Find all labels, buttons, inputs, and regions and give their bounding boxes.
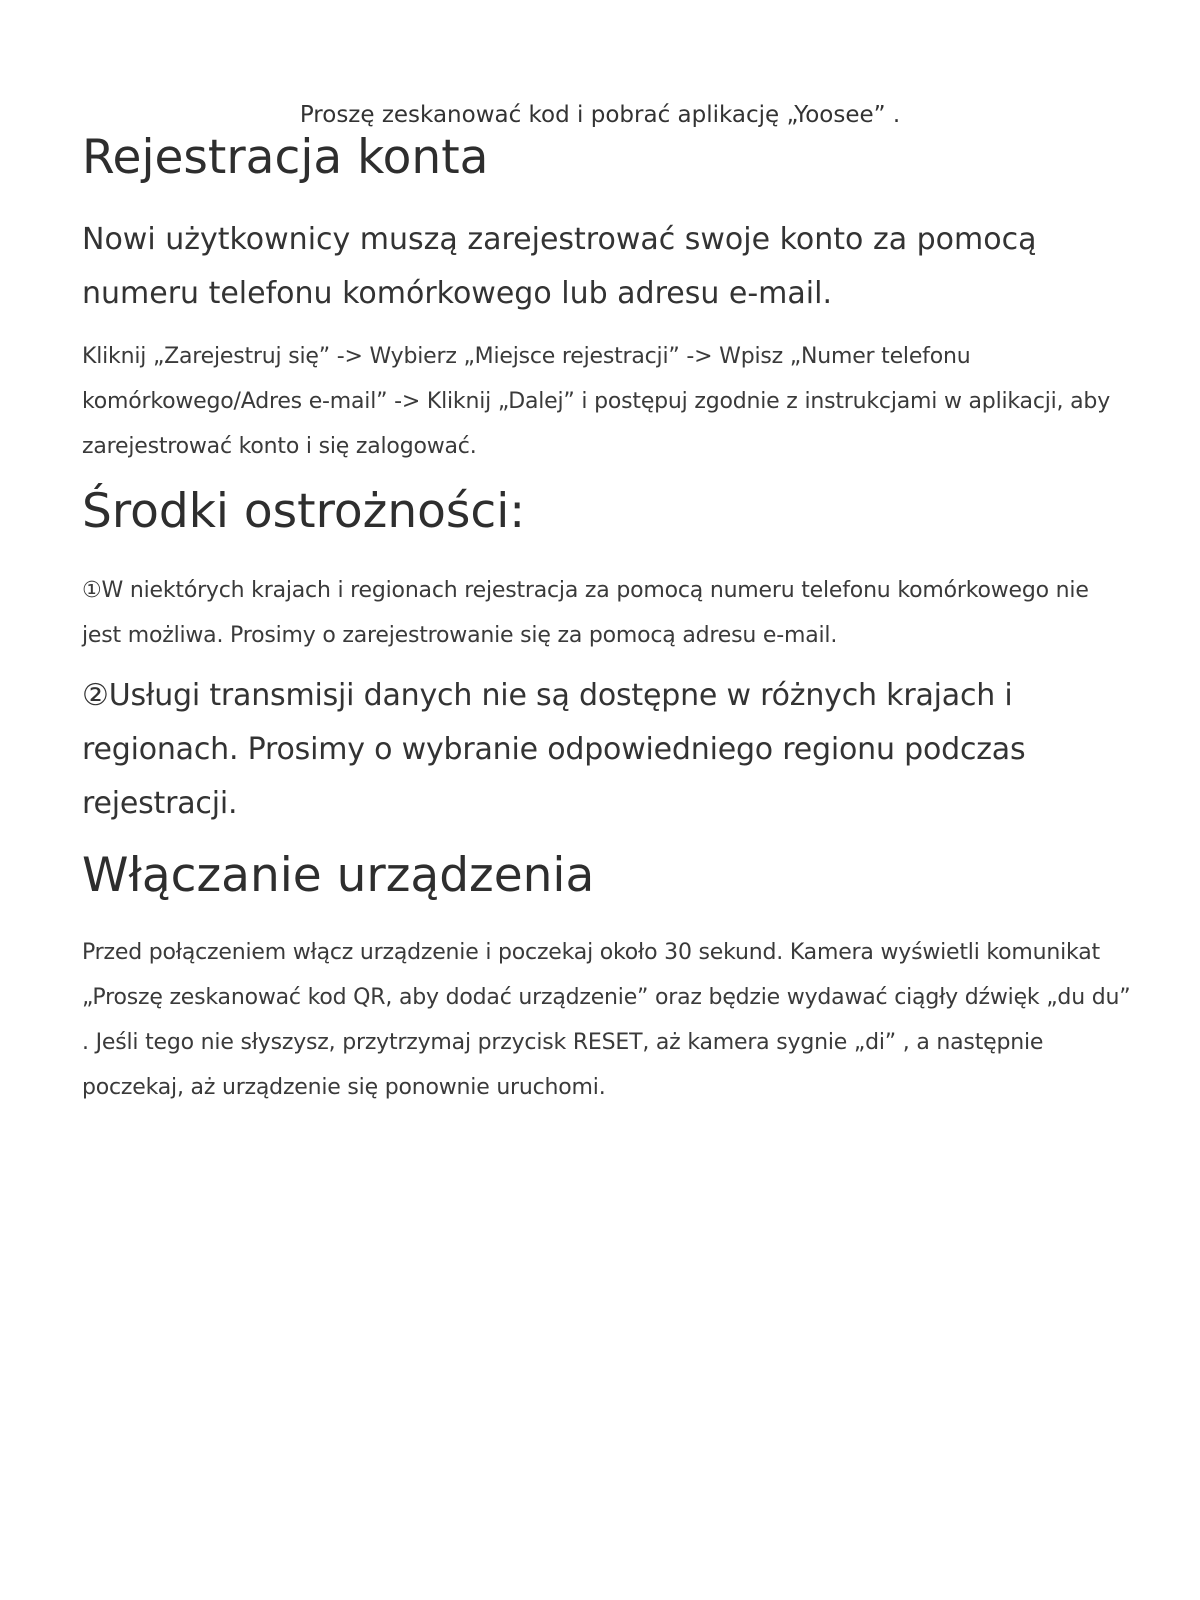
registration-steps-block — [82, 334, 1132, 469]
registration-steps: Kliknij „Zarejestruj się” -> Wybierz „Miejsce rejestracji” -> Wpisz „Numer telefonu komórkowego/Adres e-mail” -> Kliknij „Dalej” i postępuj zgodnie z instrukcjami w aplikacji, aby zarejestrować konto i się zalogować. — [82, 344, 1111, 459]
precaution-note-2: ②Usługi transmisji danych nie są dostępne w różnych krajach i regionach. Prosimy o wybranie odpowiedniego regionu podczas rejestracji. — [82, 678, 1026, 821]
precautions-section — [82, 482, 1132, 542]
registration-section — [82, 128, 1132, 188]
power-on-section — [82, 846, 1132, 906]
registration-heading: Rejestracja konta — [82, 130, 489, 185]
power-on-body: Przed połączeniem włącz urządzenie i poczekaj około 30 sekund. Kamera wyświetli komunikat „Proszę zeskanować kod QR, aby dodać urządzenie” oraz będzie wydawać ciągły dźwięk „du du” . Jeśli tego nie słyszysz, przytrzymaj przycisk RESET, aż kamera sygnie „di” , a następnie poczekaj, aż urządzenie się ponownie uruchomi. — [82, 940, 1131, 1100]
precaution-note-1-block — [82, 568, 1132, 658]
precautions-heading: Środki ostrożności: — [82, 484, 526, 539]
power-on-body-block — [82, 930, 1132, 1110]
precaution-note-1: ①W niektórych krajach i regionach rejestracja za pomocą numeru telefonu komórkowego nie jest możliwa. Prosimy o zarejestrowanie się za pomocą adresu e-mail. — [82, 578, 1089, 648]
power-on-heading: Włączanie urządzenia — [82, 848, 595, 903]
scan-instruction: Proszę zeskanować kod i pobrać aplikację „Yoosee” . — [299, 102, 901, 128]
registration-lead: Nowi użytkownicy muszą zarejestrować swoje konto za pomocą numeru telefonu komórkowego lub adresu e-mail. — [82, 222, 1037, 311]
registration-lead-block — [82, 213, 1132, 321]
precaution-note-2-block — [82, 669, 1132, 831]
